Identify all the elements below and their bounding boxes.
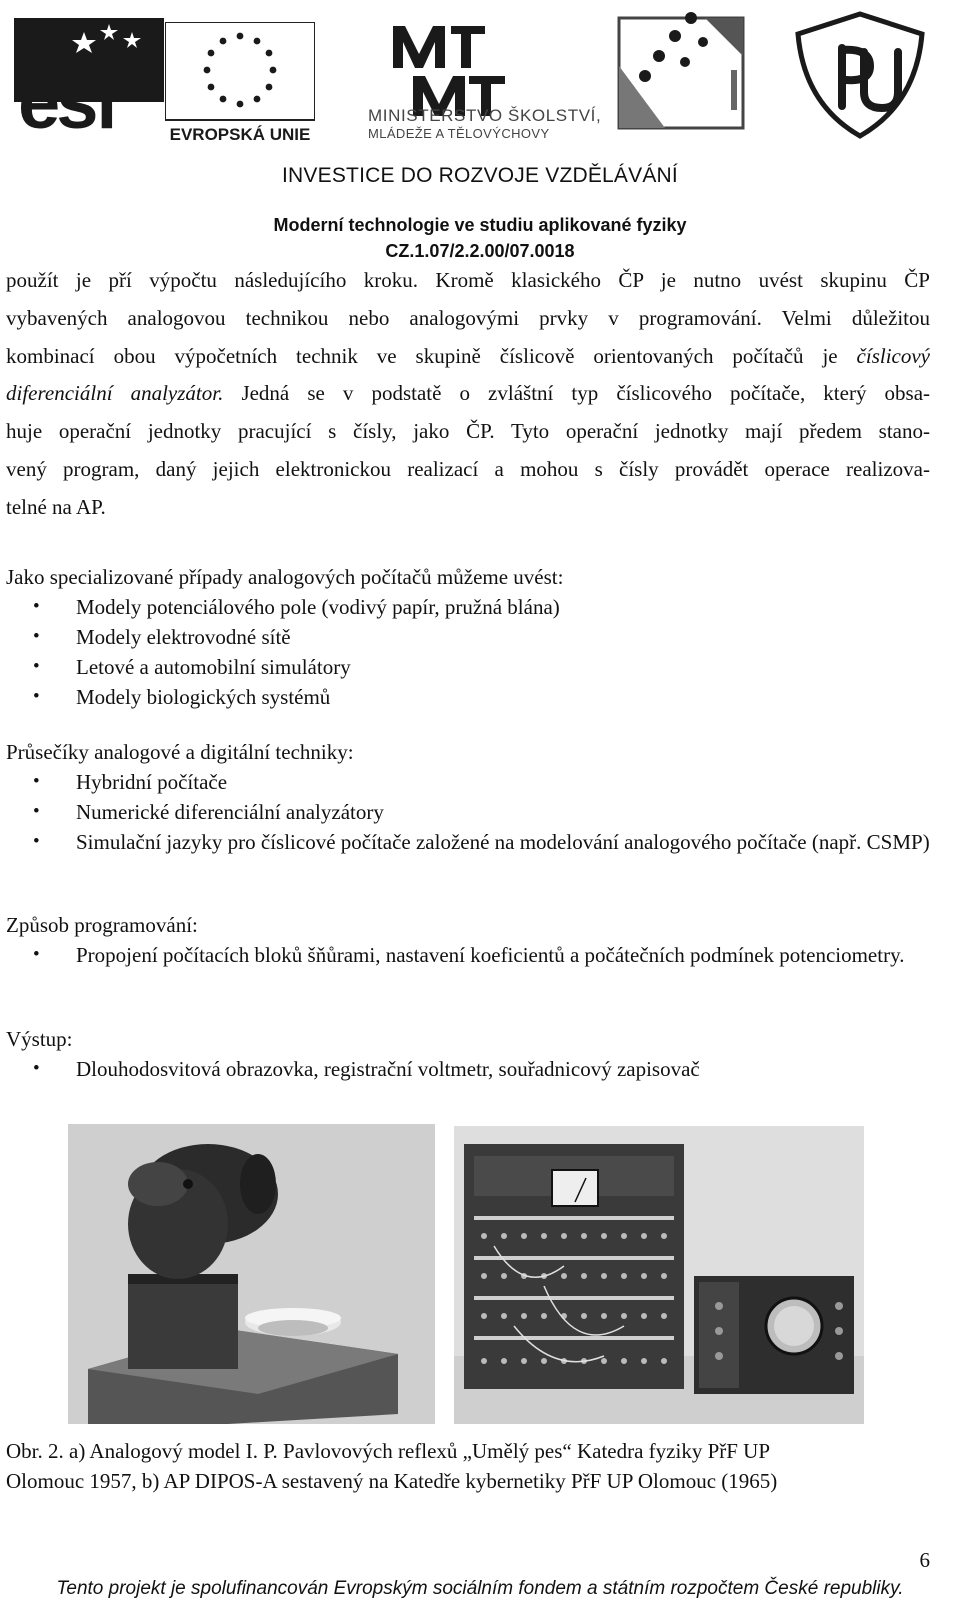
bullet-list [6, 767, 936, 857]
palacky-university-logo-icon [790, 8, 930, 142]
list-item: • Letové a automobilní simulátory [6, 652, 936, 682]
section-heading: Průsečíky analogové a digitální techniky: [6, 740, 354, 764]
paragraph-line [6, 375, 930, 413]
caption-line: Olomouc 1957, b) AP DIPOS-A sestavený na Katedře kybernetiky PřF UP Olomouc (1965) [6, 1469, 778, 1493]
project-title: Moderní technologie ve studiu aplikované fyziky [273, 215, 687, 235]
section-heading: Způsob programování: [6, 913, 198, 937]
list-item: • Modely biologických systémů [6, 682, 936, 712]
bullet-list [6, 592, 936, 712]
list-item: • Propojení počítacích bloků šňůrami, nastavení koeficientů a počátečních podmínek potenciometry. [6, 940, 936, 970]
paragraph-line-text: kombinací obou výpočetních technik ve skupině číslicově orientovaných počítačů je [6, 343, 838, 368]
italic-term: diferenciální analyzátor. [6, 381, 224, 406]
paragraph-line: použít je pří výpočtu následujícího kroku. Kromě klasického ČP je nutno uvést skupinu ČP [6, 268, 930, 292]
section-heading: Jako specializované případy analogových počítačů můžeme uvést: [6, 565, 564, 589]
msmt-caption [368, 106, 601, 142]
project-code: CZ.1.07/2.2.00/07.0018 [385, 241, 575, 261]
list-item: • Hybridní počítače [6, 767, 936, 797]
esf-mark: esf [18, 60, 116, 140]
list-item: • Simulační jazyky pro číslicové počítače založené na modelování analogového počítače (např. CSMP) [6, 827, 936, 857]
footer-note: Tento projekt je spolufinancován Evropským sociálním fondem a státním rozpočtem České republiky. [56, 1578, 904, 1599]
section-heading: Výstup: [6, 1027, 73, 1051]
intro-paragraph [6, 262, 930, 527]
eu-label: EVROPSKÁ UNIE [169, 125, 311, 144]
eu-logo [165, 22, 315, 144]
caption-line: Obr. 2. a) Analogový model I. P. Pavlovových reflexů „Umělý pes“ Katedra fyziky PřF UP [6, 1439, 771, 1463]
paragraph-line: vybavených analogovou technikou nebo analogovými prvky v programování. Velmi důležitou [6, 305, 930, 330]
list-item: • Numerické diferenciální analyzátory [6, 797, 936, 827]
paragraph-line [6, 338, 930, 376]
section-intersections [6, 737, 936, 857]
msmt-line1: MINISTERSTVO ŠKOLSTVÍ, [368, 106, 602, 125]
list-item: • Dlouhodosvitová obrazovka, registrační voltmetr, souřadnicový zapisovač [6, 1054, 936, 1084]
paragraph-line: telné na AP. [6, 494, 106, 519]
analog-computer-photo [454, 1126, 864, 1424]
page-number: 6 [919, 1548, 930, 1572]
paragraph-line: huje operační jednotky pracující s čísly, jako ČP. Tyto operační jednotky mají předem stano- [6, 419, 930, 444]
bullet-list [6, 940, 936, 970]
op-vk-logo-icon [605, 6, 757, 132]
section-programming [6, 910, 936, 970]
dog-head-model-photo [68, 1124, 435, 1424]
list-item: • Modely elektrovodné sítě [6, 622, 936, 652]
header-logos [0, 0, 960, 150]
figure-caption [6, 1436, 936, 1496]
paragraph-line-text: Jedná se v podstatě o zvláštní typ číslicového počítače, který obsa- [241, 381, 931, 406]
section-output [6, 1024, 936, 1084]
investice-title: INVESTICE DO ROZVOJE VZDĚLÁVÁNÍ [282, 164, 678, 187]
msmt-line2: MLÁDEŽE A TĚLOVÝCHOVY [368, 126, 550, 141]
esf-logo [14, 18, 164, 140]
list-item: • Modely potenciálového pole (vodivý papír, pružná blána) [6, 592, 936, 622]
paragraph-line: vený program, daný jejich elektronickou realizací a mohou s čísly provádět operace realizova- [6, 456, 930, 481]
bullet-list [6, 1054, 936, 1084]
italic-term: číslicový [856, 343, 931, 368]
section-specialized [6, 562, 936, 712]
